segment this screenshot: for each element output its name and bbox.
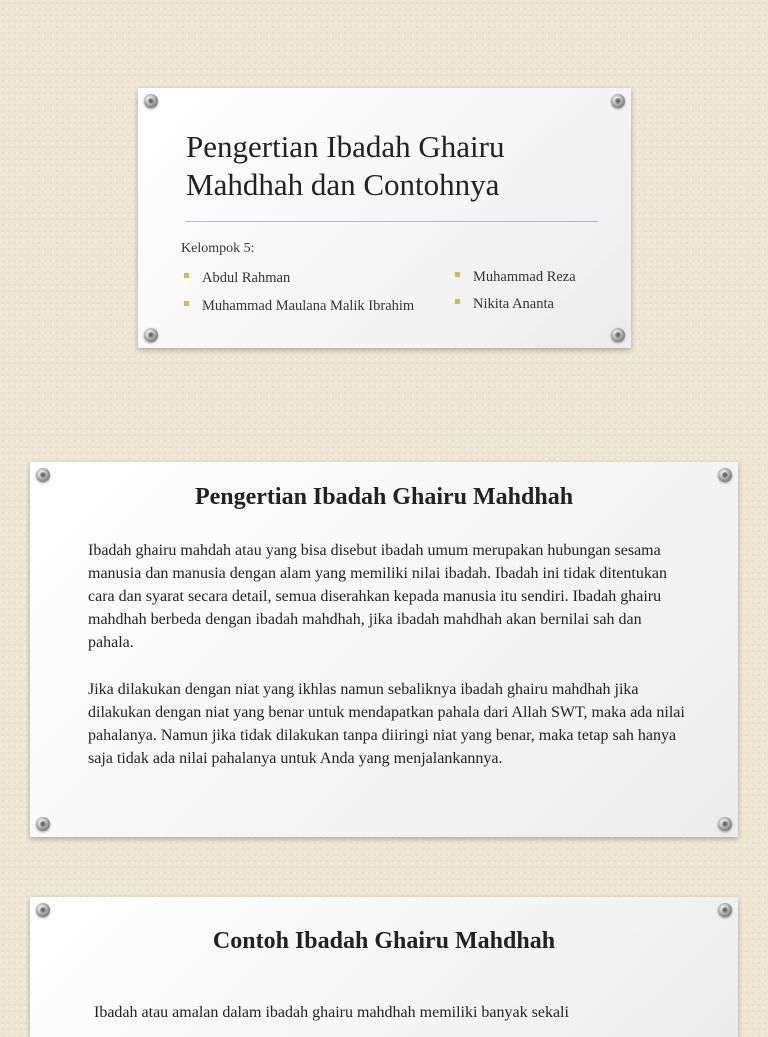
- title-divider: [186, 221, 598, 222]
- title-slide: [138, 88, 631, 348]
- pushpin-icon: [144, 94, 158, 108]
- title-line-1: Pengertian Ibadah Ghairu: [186, 129, 505, 164]
- pushpin-icon: [718, 817, 732, 831]
- title-line-2: Mahdhah dan Contohnya: [186, 167, 500, 202]
- member-name: Nikita Ananta: [473, 296, 554, 312]
- paragraph: Ibadah atau amalan dalam ibadah ghairu mahdhah memiliki banyak sekali: [94, 1004, 569, 1021]
- bullet-icon: [455, 299, 460, 304]
- bullet-icon: [184, 273, 189, 278]
- bullet-icon: [455, 272, 460, 277]
- examples-slide: [30, 897, 738, 1037]
- slide-heading: Pengertian Ibadah Ghairu Mahdhah: [194, 484, 574, 510]
- member-name: Abdul Rahman: [202, 270, 291, 286]
- member-list-item: [184, 270, 290, 287]
- pushpin-icon: [36, 817, 50, 831]
- pushpin-icon: [36, 468, 50, 482]
- member-name: Muhammad Reza: [473, 269, 576, 285]
- pushpin-icon: [611, 94, 625, 108]
- member-name: Muhammad Maulana Malik Ibrahim: [202, 298, 415, 314]
- pushpin-icon: [144, 328, 158, 342]
- bullet-icon: [184, 301, 189, 306]
- member-list-item: [455, 296, 554, 313]
- pushpin-icon: [718, 903, 732, 917]
- definition-slide: [30, 462, 738, 837]
- member-list-item: [455, 269, 576, 286]
- pushpin-icon: [718, 468, 732, 482]
- slide-heading: Contoh Ibadah Ghairu Mahdhah: [212, 928, 556, 954]
- group-label: Kelompok 5:: [181, 241, 255, 256]
- member-list-item: [184, 298, 414, 315]
- pushpin-icon: [36, 903, 50, 917]
- paragraph: Jika dilakukan dengan niat yang ikhlas namun sebaliknya ibadah ghairu mahdhah jika dilakukan dengan niat yang benar untuk mendapatkan pahala dari Allah SWT, maka ada nilai pahalanya. Namun jika tidak dilakukan tanpa diiringi niat yang benar, maka tetap sah hanya saja tidak ada nilai pahalanya untuk Anda yang menjalankannya.: [88, 681, 685, 767]
- paragraph: Ibadah ghairu mahdah atau yang bisa disebut ibadah umum merupakan hubungan sesama manusia dan manusia dengan alam yang memiliki nilai ibadah. Ibadah ini tidak ditentukan cara dan syarat secara detail, semua diserahkan kepada manusia itu sendiri. Ibadah ghairu mahdhah berbeda dengan ibadah mahdhah, jika ibadah mahdhah akan bernilai sah dan pahala.: [88, 542, 667, 651]
- pushpin-icon: [611, 328, 625, 342]
- presentation-title: [186, 128, 606, 204]
